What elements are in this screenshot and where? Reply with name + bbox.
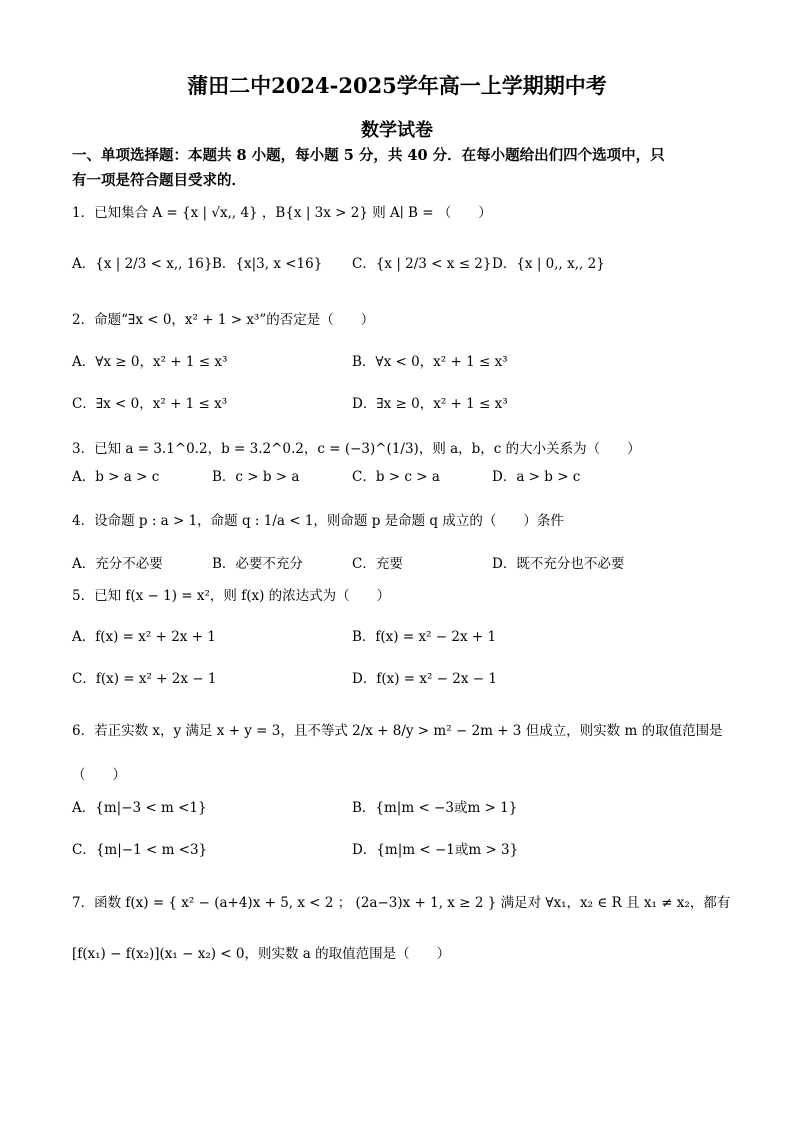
question-7-stem-cont: [f(x₁) − f(x₂)](x₁ − x₂) < 0，则实数 a 的取值范围是（ ） <box>72 946 451 962</box>
q3-option-b: B．c > b > a <box>212 469 300 485</box>
q4-option-c: C．充要 <box>352 556 403 572</box>
question-1-stem: 1．已知集合 A = {x | √x,, 4} ，B{x | 3x > 2} 则 A∣ B = （ ） <box>72 205 492 221</box>
q2-option-b: B．∀x < 0，x² + 1 ≤ x³ <box>352 354 508 370</box>
q6-option-d: D．{m|m < −1或m > 3} <box>352 842 519 858</box>
q4-option-a: A．充分不必要 <box>72 556 163 572</box>
q5-option-b: B．f(x) = x² − 2x + 1 <box>352 629 497 645</box>
q4-option-d: D．既不充分也不必要 <box>492 556 625 572</box>
q1-option-b: B．{x|3, x <16} <box>212 256 323 272</box>
q2-option-d: D．∃x ≥ 0，x² + 1 ≤ x³ <box>352 396 508 412</box>
exam-subtitle: 数学试卷 <box>361 120 433 141</box>
q2-option-a: A．∀x ≥ 0，x² + 1 ≤ x³ <box>72 354 228 370</box>
question-7-stem: 7．函数 f(x) = { x² − (a+4)x + 5, x < 2 ； (2a−3)x + 1, x ≥ 2 } 满足对 ∀x₁，x₂ ∈ R 且 x₁ ≠ x₂，都有 <box>72 895 731 911</box>
exam-title: 蒲田二中2024-2025学年高一上学期期中考 <box>187 73 607 98</box>
question-6-stem: 6．若正实数 x，y 满足 x + y = 3，且不等式 2/x + 8/y > m² − 2m + 3 但成立，则实数 m 的取值范围是 <box>72 723 723 739</box>
question-2-stem: 2．命题“∃x < 0，x² + 1 > x³”的否定是（ ） <box>72 312 375 328</box>
q4-option-b: B．必要不充分 <box>212 556 303 572</box>
q1-option-d: D．{x | 0,, x,, 2} <box>492 256 605 272</box>
question-6-stem-cont: （ ） <box>72 767 126 783</box>
q5-option-a: A．f(x) = x² + 2x + 1 <box>72 629 216 645</box>
q3-option-c: C．b > c > a <box>352 469 440 485</box>
q6-option-a: A．{m|−3 < m <1} <box>72 800 207 816</box>
q6-option-b: B．{m|m < −3或m > 1} <box>352 800 518 816</box>
q5-option-c: C．f(x) = x² + 2x − 1 <box>72 671 217 687</box>
q6-option-c: C．{m|−1 < m <3} <box>72 842 208 858</box>
q3-option-d: D．a > b > c <box>492 469 581 485</box>
question-4-stem: 4．设命题 p : a > 1，命题 q : 1/a < 1，则命题 p 是命题 q 成立的（ ）条件 <box>72 513 564 529</box>
q5-option-d: D．f(x) = x² − 2x − 1 <box>352 671 497 687</box>
q1-option-a: A．{x | 2/3 < x,, 16} <box>72 256 213 272</box>
q1-option-c: C．{x | 2/3 < x ≤ 2} <box>352 256 492 272</box>
q2-option-c: C．∃x < 0，x² + 1 ≤ x³ <box>72 396 228 412</box>
question-5-stem: 5．已知 f(x − 1) = x²，则 f(x) 的浓达式为（ ） <box>72 588 391 604</box>
question-3-stem: 3．已知 a = 3.1^0.2，b = 3.2^0.2，c = (−3)^(1/3)，则 a，b，c 的大小关系为（ ） <box>72 441 641 457</box>
q3-option-a: A．b > a > c <box>72 469 160 485</box>
section-heading-line2: 有一项是符合题目受求的． <box>72 172 246 189</box>
section-heading-line1: 一、单项选择题：本题共 8 小题，每小题 5 分，共 40 分．在每小题给出们四个选项中，只 <box>72 147 665 164</box>
